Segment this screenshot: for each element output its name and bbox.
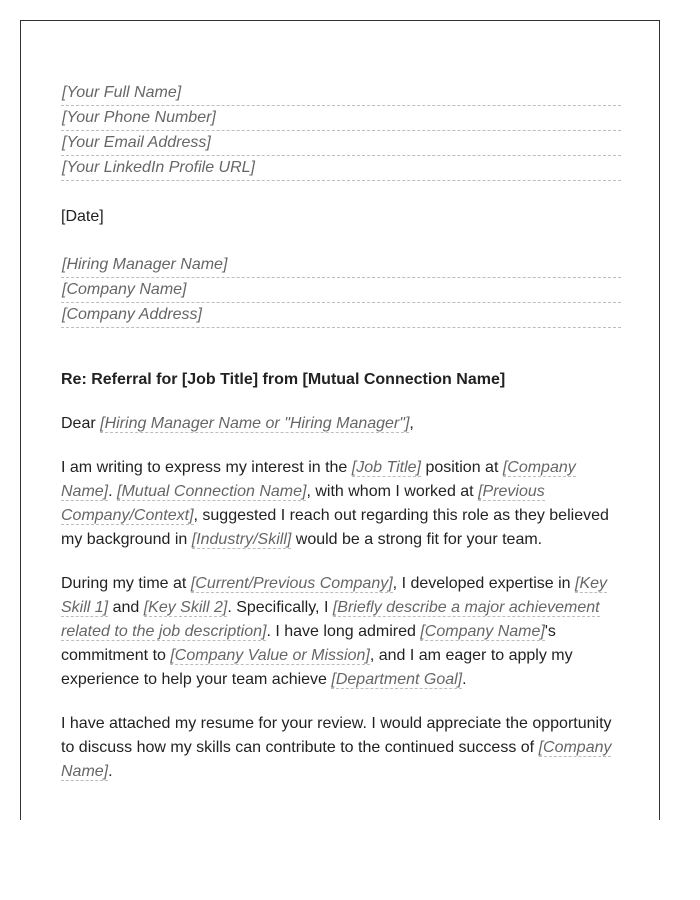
letter-date: [Date]	[61, 208, 104, 225]
body-text: , I developed expertise in	[392, 575, 576, 592]
body-text: . Specifically, I	[227, 599, 333, 616]
recipient-block	[61, 253, 621, 328]
body-text: .	[462, 671, 467, 688]
body-text: and	[108, 599, 144, 616]
body-text: .	[108, 483, 118, 500]
salutation-name-placeholder[interactable]: [Hiring Manager Name or "Hiring Manager"]	[100, 415, 410, 432]
salutation	[61, 412, 621, 436]
placeholder-field[interactable]: [Department Goal]	[331, 671, 463, 688]
sender-block	[61, 81, 621, 181]
placeholder-field[interactable]: [Company Name]	[61, 739, 612, 780]
sender-email-field[interactable]: [Your Email Address]	[61, 131, 621, 156]
sender-name-field[interactable]: [Your Full Name]	[61, 81, 621, 106]
salutation-suffix: ,	[409, 415, 414, 432]
salutation-prefix: Dear	[61, 415, 101, 432]
sender-phone-field[interactable]: [Your Phone Number]	[61, 106, 621, 131]
letter-page	[20, 20, 660, 820]
placeholder-field[interactable]: [Company Name]	[61, 459, 576, 500]
body-text: I am writing to express my interest in the	[61, 459, 352, 476]
recipient-company-field[interactable]: [Company Name]	[61, 278, 621, 303]
body-text: position at	[421, 459, 503, 476]
body-text: , suggested I reach out regarding this role as they believed my background in	[61, 507, 609, 548]
recipient-address-field[interactable]: [Company Address]	[61, 303, 621, 328]
placeholder-field[interactable]: [Mutual Connection Name]	[117, 483, 307, 500]
placeholder-field[interactable]: [Job Title]	[351, 459, 421, 476]
body-paragraph-3	[61, 712, 621, 784]
sender-linkedin-field[interactable]: [Your LinkedIn Profile URL]	[61, 156, 621, 181]
body-text: 's commitment to	[61, 623, 556, 664]
body-text: .	[108, 763, 113, 780]
placeholder-field[interactable]: [Briefly describe a major achievement related to the job description]	[61, 599, 600, 640]
body-text: would be a strong fit for your team.	[291, 531, 543, 548]
body-text: . I have long admired	[266, 623, 421, 640]
placeholder-field[interactable]: [Industry/Skill]	[191, 531, 292, 548]
placeholder-field[interactable]: [Previous Company/Context]	[61, 483, 545, 524]
recipient-manager-field[interactable]: [Hiring Manager Name]	[61, 253, 621, 278]
placeholder-field[interactable]: [Current/Previous Company]	[190, 575, 393, 592]
placeholder-field[interactable]: [Company Name]	[420, 623, 545, 640]
letter-content	[61, 81, 621, 784]
placeholder-field[interactable]: [Company Value or Mission]	[170, 647, 370, 664]
placeholder-field[interactable]: [Key Skill 2]	[143, 599, 228, 616]
body-text: I have attached my resume for your review. I would appreciate the opportunity to discuss how my skills can contribute to the continued success of	[61, 715, 612, 756]
body-paragraph-2	[61, 572, 621, 692]
placeholder-field[interactable]: [Key Skill 1]	[61, 575, 608, 616]
subject-line: Re: Referral for [Job Title] from [Mutual Connection Name]	[61, 371, 506, 388]
body-text: , and I am eager to apply my experience to help your team achieve	[61, 647, 573, 688]
body-text: , with whom I worked at	[306, 483, 479, 500]
body-text: During my time at	[61, 575, 191, 592]
body-paragraph-1	[61, 456, 621, 552]
